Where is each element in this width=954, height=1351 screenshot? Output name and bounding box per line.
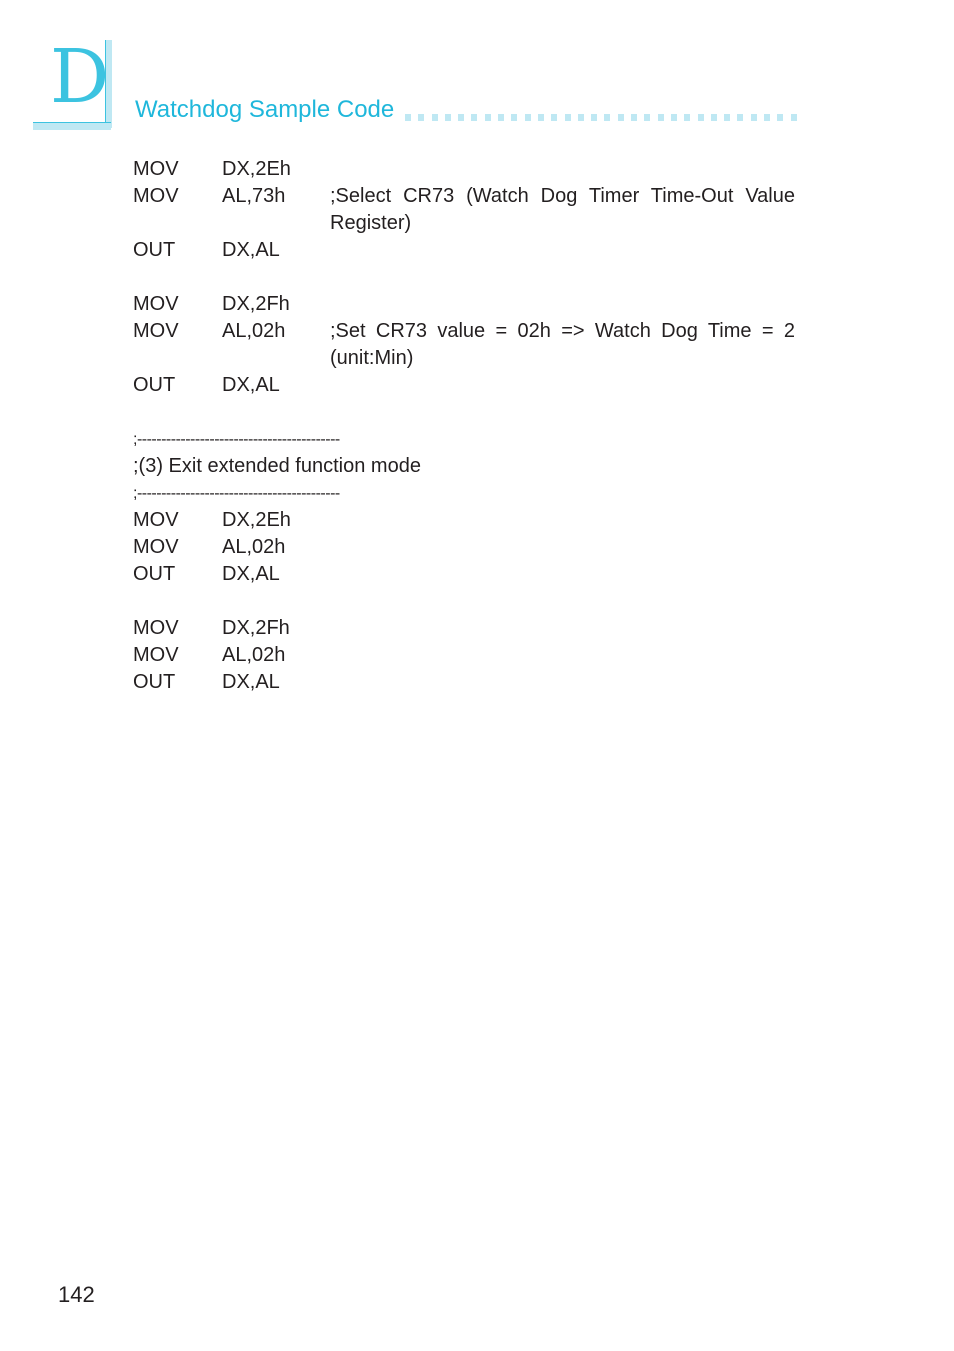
chapter-marker-horizontal-bar [33, 122, 111, 130]
code-line [133, 156, 795, 183]
code-opcode: MOV [133, 617, 179, 639]
code-comment: ;Select CR73 (Watch Dog Timer Time-Out Value [330, 185, 795, 207]
code-opcode: MOV [133, 158, 179, 180]
code-opcode: MOV [133, 320, 179, 342]
code-line [133, 291, 795, 318]
code-comment-continuation: Register) [330, 212, 412, 234]
chapter-letter: D [50, 34, 110, 120]
code-operand: DX,AL [222, 239, 280, 261]
code-line [133, 669, 795, 696]
page-title: Watchdog Sample Code [135, 96, 395, 123]
code-operand: DX,2Fh [222, 617, 290, 639]
code-opcode: OUT [133, 671, 176, 693]
code-comment: ;Set CR73 value = 02h => Watch Dog Time = 2 [330, 320, 795, 342]
code-line [133, 318, 795, 345]
code-opcode: MOV [133, 536, 179, 558]
code-operand: AL,02h [222, 536, 286, 558]
code-line [133, 507, 795, 534]
code-comment-continuation: (unit:Min) [330, 347, 414, 369]
code-opcode: OUT [133, 563, 176, 585]
code-opcode: OUT [133, 239, 176, 261]
code-operand: DX,AL [222, 563, 280, 585]
code-separator: ;------------------------------------------ [133, 485, 340, 502]
code-line [133, 615, 795, 642]
code-separator: ;------------------------------------------ [133, 431, 340, 448]
code-opcode: MOV [133, 644, 179, 666]
code-line [133, 183, 795, 210]
code-operand: AL,02h [222, 644, 286, 666]
code-operand: AL,73h [222, 185, 286, 207]
code-operand: DX,2Fh [222, 293, 290, 315]
code-operand: DX,AL [222, 671, 280, 693]
section-comment: ;(3) Exit extended function mode [133, 455, 421, 477]
code-opcode: MOV [133, 185, 179, 207]
code-line [133, 561, 795, 588]
code-opcode: MOV [133, 509, 179, 531]
page-number: 142 [58, 1282, 95, 1307]
code-opcode: OUT [133, 374, 176, 396]
code-line [133, 534, 795, 561]
code-operand: AL,02h [222, 320, 286, 342]
code-opcode: MOV [133, 293, 179, 315]
code-line [133, 372, 795, 399]
code-operand: DX,AL [222, 374, 280, 396]
code-line [133, 642, 795, 669]
code-listing [133, 156, 795, 696]
code-operand: DX,2Eh [222, 158, 291, 180]
code-operand: DX,2Eh [222, 509, 291, 531]
code-line [133, 237, 795, 264]
title-dotted-rule [405, 114, 797, 122]
